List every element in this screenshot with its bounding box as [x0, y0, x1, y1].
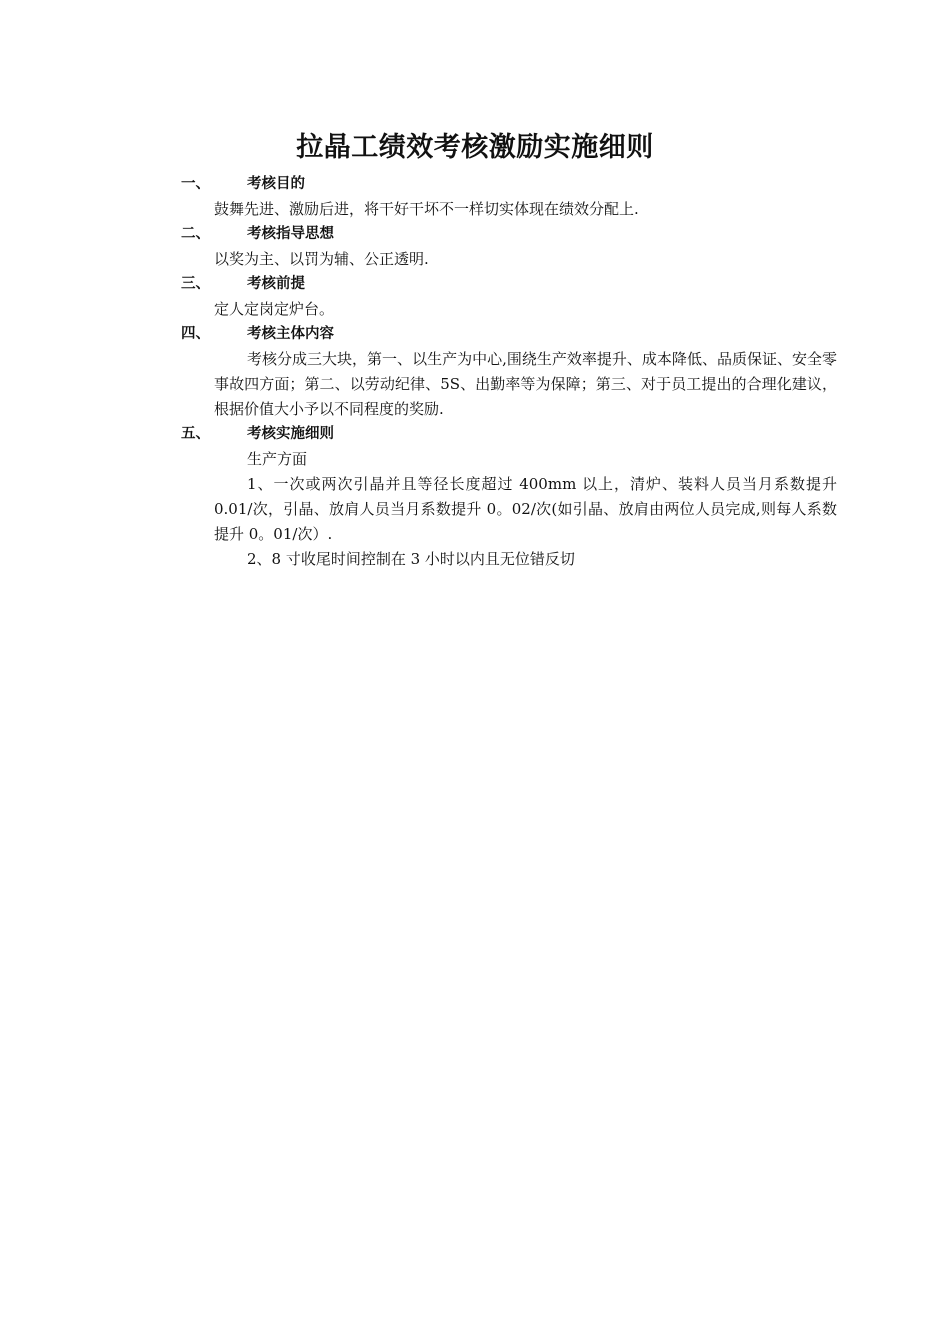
section-body-3: 定人定岗定炉台。 [214, 300, 335, 318]
section-title: 考核目的 [247, 176, 305, 192]
section-title: 考核指导思想 [247, 226, 334, 242]
section-heading-4 [181, 322, 837, 347]
section-number: 五、 [181, 426, 210, 442]
section-heading-2 [181, 222, 837, 247]
section-number: 三、 [181, 276, 210, 292]
section-title: 考核主体内容 [247, 326, 334, 342]
section-number: 二、 [181, 226, 210, 242]
section-heading-3 [181, 272, 837, 297]
section-title: 考核前提 [247, 276, 305, 292]
section-body-2: 以奖为主、以罚为辅、公正透明. [214, 250, 429, 268]
subsection-title: 生产方面 [247, 450, 308, 468]
document-title: 拉晶工绩效考核激励实施细则 [296, 132, 654, 163]
section-title: 考核实施细则 [247, 426, 334, 442]
rule-item-1: 1、一次或两次引晶并且等径长度超过 400mm 以上，清炉、装料人员当月系数提升 0.01/次，引晶、放肩人员当月系数提升 0。02/次(如引晶、放肩由两位人员完成,则每人系数提升 0。01/次）. [214, 475, 837, 543]
section-heading-1 [181, 172, 837, 197]
document-body [181, 172, 837, 572]
section-heading-5 [181, 422, 837, 447]
section-number: 一、 [181, 176, 210, 192]
section-body-4: 考核分成三大块，第一、以生产为中心,围绕生产效率提升、成本降低、品质保证、安全零事故四方面；第二、以劳动纪律、5S、出勤率等为保障；第三、对于员工提出的合理化建议，根据价值大小予以不同程度的奖励. [214, 350, 837, 418]
section-number: 四、 [181, 326, 210, 342]
rule-item-2: 2、8 寸收尾时间控制在 3 小时以内且无位错反切 [247, 550, 575, 568]
section-body-1: 鼓舞先进、激励后进，将干好干坏不一样切实体现在绩效分配上. [214, 200, 639, 218]
